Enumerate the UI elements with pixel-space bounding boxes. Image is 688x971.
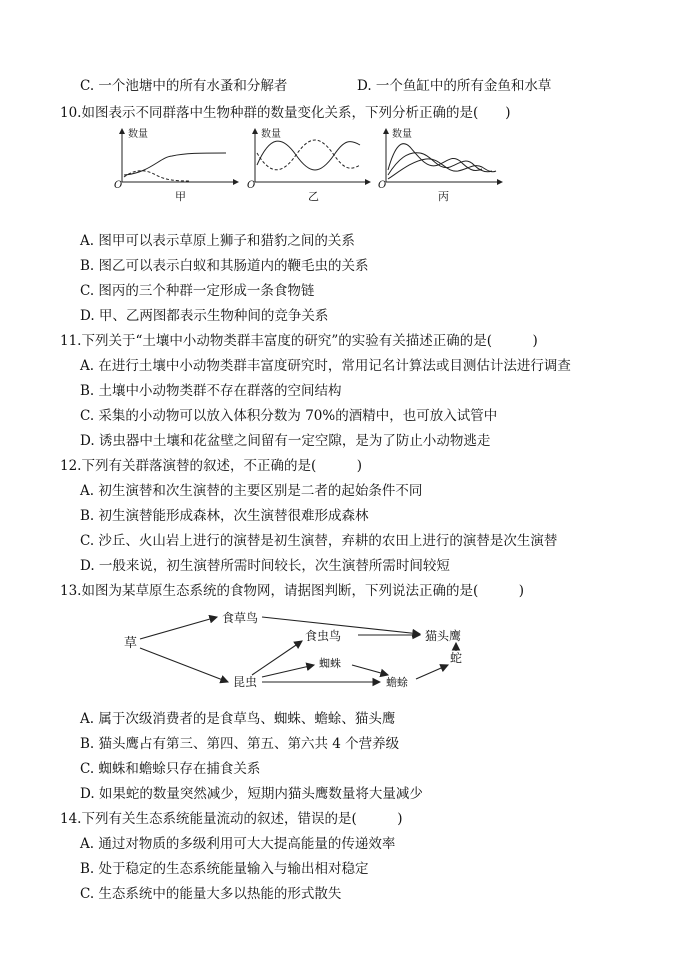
graph-bing-curve-1	[388, 144, 482, 171]
q13-option-d: D. 如果蛇的数量突然减少，短期内猫头鹰数量将大量减少	[80, 786, 423, 802]
q14-option-b: B. 处于稳定的生态系统能量输入与输出相对稳定	[80, 861, 369, 877]
q12-option-d: D. 一般来说，初生演替所需时间较长，次生演替所需时间较短	[80, 558, 450, 574]
graph-bing-ylabel: 数量	[392, 129, 412, 140]
graph-bing	[378, 127, 502, 203]
node-grass: 草	[124, 636, 138, 651]
q11-option-c: C. 采集的小动物可以放入体积分数为 70%的酒精中，也可放入试管中	[80, 408, 498, 424]
arrow-grass-herbivore-bird	[140, 617, 217, 639]
q11-option-b: B. 土壤中小动物类群不存在群落的空间结构	[80, 383, 342, 399]
graph-jia-origin: O	[114, 180, 123, 191]
arrow-insect-spider	[262, 665, 314, 677]
graph-jia-solid-curve	[124, 153, 226, 175]
q11-option-d: D. 诱虫器中土壤和花盆壁之间留有一定空隙，是为了防止小动物逃走	[80, 433, 491, 449]
q13-stem: 13.如图为某草原生态系统的食物网，请据图判断，下列说法正确的是( )	[60, 583, 525, 599]
q11-stem: 11.下列关于“土壤中小动物类群丰富度的研究”的实验有关描述正确的是( )	[60, 333, 538, 349]
q12-option-c: C. 沙丘、火山岩上进行的演替是初生演替，弃耕的农田上进行的演替是次生演替	[80, 533, 558, 549]
node-snake: 蛇	[450, 651, 463, 665]
graph-jia-dashed-curve	[124, 171, 190, 181]
q14-option-c: C. 生态系统中的能量大多以热能的形式散失	[80, 886, 342, 902]
q10-stem: 10.如图表示不同群落中生物种群的数量变化关系，下列分析正确的是( )	[60, 105, 511, 121]
q10-option-a: A. 图甲可以表示草原上狮子和猎豹之间的关系	[80, 233, 355, 249]
graph-jia-ylabel: 数量	[128, 129, 148, 140]
graph-yi-solid-curve	[257, 141, 360, 170]
arrow-toad-snake	[416, 665, 448, 679]
graph-yi	[247, 127, 370, 203]
q10-option-b: B. 图乙可以表示白蚁和其肠道内的鞭毛虫的关系	[80, 258, 369, 274]
graph-jia	[114, 127, 238, 203]
node-toad: 蟾蜍	[386, 676, 408, 689]
node-insectivore-bird: 食虫鸟	[305, 629, 342, 643]
q14-stem: 14.下列有关生态系统能量流动的叙述，错误的是( )	[60, 811, 403, 827]
q12-stem: 12.下列有关群落演替的叙述，不正确的是( )	[60, 458, 363, 474]
q10-option-c: C. 图丙的三个种群一定形成一条食物链	[80, 283, 315, 299]
q14-option-a: A. 通过对物质的多级利用可大大提高能量的传递效率	[80, 836, 396, 852]
q13-option-a: A. 属于次级消费者的是食草鸟、蜘蛛、蟾蜍、猫头鹰	[80, 711, 396, 727]
q12-option-b: B. 初生演替能形成森林，次生演替很难形成森林	[80, 508, 369, 524]
q9-option-d: D. 一个鱼缸中的所有金鱼和水草	[357, 78, 552, 94]
node-owl: 猫头鹰	[425, 629, 462, 643]
q11-option-a: A. 在进行土壤中小动物类群丰富度研究时，常用记名计算法或目测估计法进行调查	[80, 358, 571, 374]
graph-bing-origin: O	[378, 180, 387, 191]
node-insect: 昆虫	[233, 675, 258, 689]
graph-yi-ylabel: 数量	[261, 129, 281, 140]
graph-jia-label: 甲	[175, 190, 186, 203]
q9-option-c: C. 一个池塘中的所有水蚤和分解者	[80, 78, 288, 94]
graph-yi-label: 乙	[308, 190, 319, 203]
q13-option-c: C. 蜘蛛和蟾蜍只存在捕食关系	[80, 761, 261, 777]
food-web-diagram	[0, 605, 688, 695]
population-graphs	[0, 125, 688, 205]
arrow-grass-insect	[140, 648, 228, 682]
q12-option-a: A. 初生演替和次生演替的主要区别是二者的起始条件不同	[80, 483, 423, 499]
graph-bing-curve-3	[388, 159, 496, 179]
graph-bing-label: 丙	[438, 190, 449, 203]
graph-yi-origin: O	[247, 180, 256, 191]
q13-option-b: B. 猫头鹰占有第三、第四、第五、第六共 4 个营养级	[80, 736, 400, 752]
q10-option-d: D. 甲、乙两图都表示生物种间的竞争关系	[80, 308, 329, 324]
node-spider: 蜘蛛	[319, 657, 341, 670]
graph-yi-dashed-curve	[257, 140, 360, 170]
node-herbivore-bird: 食草鸟	[222, 611, 259, 625]
arrow-spider-toad	[352, 665, 388, 675]
